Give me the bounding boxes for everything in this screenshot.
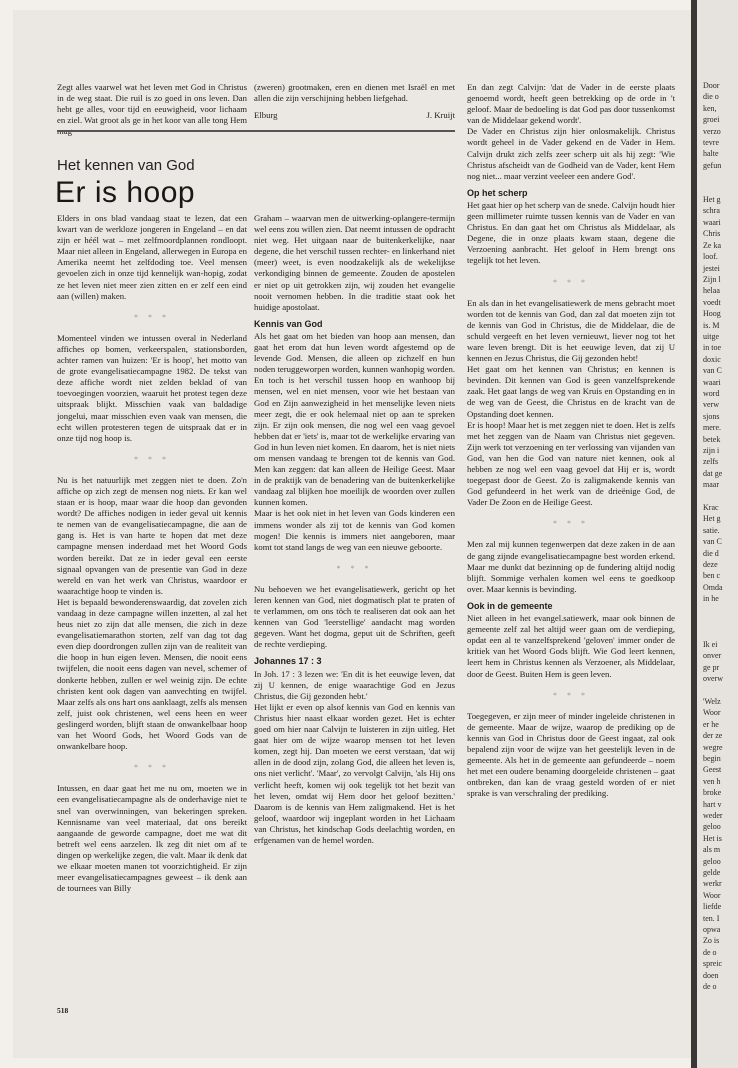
facing-page-line: de o <box>703 947 717 957</box>
facing-page-line: broke <box>703 788 722 798</box>
facing-page-line: weder <box>703 811 723 820</box>
article-column-2 <box>254 213 455 846</box>
section-separator: * * * <box>553 519 589 529</box>
facing-page-line: Chris <box>703 229 721 239</box>
facing-page-line: Het g <box>703 195 721 205</box>
body-paragraph: In Joh. 17 : 3 lezen we: 'En dit is het eeuwige leven, dat zij U kennen, de enige waarachtige God en Jezus Christus, die Gij gezonden hebt.' <box>254 668 455 701</box>
facing-page-line: ge pr <box>703 662 720 672</box>
facing-page-line: in he <box>703 594 719 604</box>
facing-page-line: gefun <box>703 160 722 170</box>
section-separator: * * * <box>553 277 589 287</box>
subheading: Johannes 17 : 3 <box>254 656 322 667</box>
signature-row <box>254 110 455 121</box>
facing-page-line: Krac <box>703 503 719 513</box>
facing-page-line: die o <box>703 92 719 102</box>
facing-page-line: ten. I <box>703 913 720 923</box>
body-paragraph: Het gaat om het kennen van Christus; en kennen is bevinden. Dit kennen van God is geen vanzelfsprekende zaak. Het gaat langs de weg van Kruis en Opstanding en in de weg van de Geest, die Christus en de kracht van de Opstanding doet kennen. <box>467 364 675 419</box>
facing-page-line: waari <box>703 377 721 387</box>
body-paragraph: Maar is het ook niet in het leven van Gods kinderen een immens wonder als zij tot de kennis van God komen mogen! Die kennis is immers niet aangeboren, maar komt tot stand langs de weg van een nieuwe geboorte. <box>254 508 455 552</box>
facing-page-line <box>697 628 738 639</box>
body-paragraph: Het lijkt er even op alsof kennis van God en kennis van Christus hier naast elkaar worden gezet. Het is echter goed om hier naar Calvijn te luisteren in zijn uitleg. Het gaat hier om de wijze waarop mensen tot het leven komen, zegt hij. Dan moeten we eerst verstaan, 'dat wij allen in de dood zijn, zolang God, die alleen het leven is, ons niet verlicht'. 'Maar', zo vervolgt Calvijn, 'als Hij ons verlicht heeft, komen wij ook tegelijk tot het bezit van het leven, omdat wij Hem door het geloof bezitten.' Daarom is de kennis van Hem zaligmakend. Het is het geloof, waardoor wij ingeplant worden in het Lichaam van Christus, het kindschap Gods deelachtig worden, en erfgenamen van de hemel worden. <box>254 701 455 845</box>
facing-page-line: overw <box>703 674 723 684</box>
facing-page-line: loof. <box>703 252 718 262</box>
facing-page-line: helaa <box>703 286 720 296</box>
place-name: Elburg <box>254 110 278 121</box>
facing-page-line: word <box>703 388 720 398</box>
facing-page-line: Woor <box>703 890 721 900</box>
facing-page-line: satie. <box>703 525 720 535</box>
page-number: 518 <box>57 1006 69 1015</box>
facing-page-line: Zo is <box>703 936 720 946</box>
article-title: Er is hoop <box>55 176 196 209</box>
top-column-2 <box>254 82 455 121</box>
facing-page-line: mere. <box>703 423 721 433</box>
facing-page-line: Omda <box>703 582 723 592</box>
facing-page-line <box>697 183 738 194</box>
facing-page-line: wegre <box>703 742 723 752</box>
section-separator: * * * <box>134 763 170 773</box>
facing-page-line: sjons <box>703 411 720 421</box>
facing-page-line: als m <box>703 845 721 855</box>
facing-page-line: ven h <box>703 776 721 786</box>
facing-page-line: deze <box>703 560 718 570</box>
body-paragraph: De Vader en Christus zijn hier onlosmakelijk. Christus wordt geheel in de Vader gekend en de Vader in Hem. Calvijn drukt zich zelfs zeer scherp uit als hij zegt: 'Wie Christus afscheidt van de Godheid van de Vader, kent Hem nog niet... maar verzint veeleer een andere God'. <box>467 126 675 181</box>
facing-page-line: in toe <box>703 343 721 353</box>
facing-page-line: uitge <box>703 331 719 341</box>
top-paragraph-1: Zegt alles vaarwel wat het leven met God in Christus in de weg staat. Die ruil is zo goed in ons leven. Dan hebt ge alles, voor tijd en eeuwigheid, voor lichaam en ziel. Wat groot als ge in het koor van alle tong Hem <box>57 82 247 126</box>
body-paragraph: En als dan in het evangelisatiewerk de mens gebracht moet worden tot de kennis van God, dan zal dat moeten zijn tot de kennis van God in Christus, die de Middelaar, die de schuld vergeeft en het leven vernieuwt, liever nog tot het ware leven brengt. Dit is het eeuwige leven, dat zij U kennen en Jezus Christus, die Gij gezonden hebt! <box>467 297 675 364</box>
article-kicker: Het kennen van God <box>57 157 195 174</box>
section-rule <box>57 130 455 132</box>
facing-page-line: doen <box>703 970 719 980</box>
facing-page-line <box>697 171 738 182</box>
facing-page-line: van C <box>703 366 722 376</box>
facing-page-line: groei <box>703 115 720 125</box>
facing-page-line: waari <box>703 217 721 227</box>
facing-page-line: voedt <box>703 297 721 307</box>
facing-page-line: geloo <box>703 822 721 832</box>
facing-page-line: ken, <box>703 103 717 113</box>
facing-page-line: gelde <box>703 868 721 878</box>
body-paragraph: Er is hoop! Maar het is met zeggen niet te doen. Het is zelfs met het zeggen van de Naam van Christus niet gegeven. Zijn werk tot verzoening en ter verlossing van vijanden van God, van hen die God van nature niet kennen, ook al hebben ze nog wel een vaag gevoel dat Hij er is, wordt toegepast door de Geest. Zo is zaligmakende kennis van God gefundeerd in het werk van de drieënige God, de Vader De Zoon en de Heilige Geest. <box>467 419 675 508</box>
body-paragraph: Graham – waarvan men de uitwerking-oplangere-termijn wel eens zou willen zien. Dat neemt intussen de opdracht niet weg. Het uitgaan naar de buitenkerkelijke, naar degene, die het verschil tussen rechter- en linkerhand niet (meer) weet, is even noodzakelijk als de wekelijkse verkondiging binnen de gemeente. Zouden de apostelen er niet op uit getrokken zijn, wij zouden het evangelie nooit vernomen hebben. In die traditie staat ook het huidige apostolaat. <box>254 213 455 312</box>
body-paragraph: Men zal mij kunnen tegenwerpen dat deze zaken in de aan de gang zijnde evangelisatiecampagne best worden erkend. Maar me dunkt dat bezinning op de fundering altijd nodig blijft. Sommige verhalen komen wel eens te goedkoop over. Maar kennis is bevinding. <box>467 539 675 594</box>
body-paragraph: Momenteel vinden we intussen overal in Nederland affiches op bomen, verkeerspalen, stationsborden, achter ramen van huizen: 'Er is hoop', het motto van de grote evangelisatiecampagne 1982. De tekst van deze affiche wordt niet zelden beklad of van toevoegingen voorzien, waaruit het protest tegen deze uitspraak blijkt. Misschien vaak van baldadige jongelui, maar misschien even vaak van mensen, die echt willen protesteren tegen de uitspraak dat er in onze tijd nog hoop is. <box>57 332 247 443</box>
facing-page-line: er he <box>703 719 719 729</box>
facing-page-line: zijn i <box>703 446 720 455</box>
body-paragraph: Nu behoeven we het evangelisatiewerk, gericht op het leren kennen van God, niet dogmatisch plat te praten of te verlammen, om ons töch te realiseren dat ook aan het kennen van God 'leerstellige' aandacht mag worden gegeven. Want het dogma, geput uit de Schriften, geeft de rechte verdieping. <box>254 583 455 650</box>
facing-page-line: Woor <box>703 708 721 718</box>
facing-page-line: Geest <box>703 765 722 775</box>
facing-page-line: Zijn l <box>703 274 721 284</box>
facing-page-line: Hoog <box>703 309 721 319</box>
body-paragraph: En dan zegt Calvijn: 'dat de Vader in de eerste plaats genoemd wordt, heeft geen betrekking op de orde in 't geloof. Maar de bedoeling is dat God pas door tussenkomst van de Middelaar gekend wordt'. <box>467 82 675 126</box>
facing-page-fragments <box>697 0 738 993</box>
body-paragraph: Het gaat hier op het scherp van de snede. Calvijn houdt hier geen millimeter ruimte tussen kennis van de Vader en van Christus. En dan gaat het om Christus als Middelaar, als Degene, die in onze plaats kwam staan, degene die Verzoening aanbracht. Het geloof in Hem brengt ons tegelijk tot het leven. <box>467 199 675 266</box>
body-paragraph: Het is bepaald bewonderenswaardig, dat zovelen zich vandaag in deze campagne willen inzetten, al zal het heus niet zo zijn dat alle mensen, die zich in deze evangelisatiemarathon storten, zelf van dag tot dag even diep doordrongen zullen zijn van de realiteit van die hoop in hun eigen leven. Mensen, die nooit eens twijfelen, die nooit eens dagen van nevel, schemer of donkerte hebben, zullen er wel weinig zijn. De echte christen kent ook dagen van aanvechting en twijfel. Maar zelfs als ons hart ons aanklaagt, zelfs als mensen zelf, juist ook christenen, wel eens heen en weer geslingerd worden, blijft staan de onwankelbaar hoop van het Woord Gods, het Woord Gods van de onwankelbare hoop. <box>57 596 247 752</box>
facing-page-line: schra <box>703 206 720 216</box>
subheading: Ook in de gemeente <box>467 600 553 611</box>
section-separator: * * * <box>553 690 589 700</box>
section-separator: * * * <box>336 563 373 573</box>
section-separator: * * * <box>134 454 170 464</box>
subheading: Op het scherp <box>467 187 528 198</box>
facing-page-line: de o <box>703 982 717 992</box>
facing-page-line: Ik ei <box>703 639 718 649</box>
facing-page-line <box>697 491 738 502</box>
facing-page-line: verw <box>703 400 719 410</box>
facing-page-line: werkr <box>703 879 722 889</box>
facing-page-line: doxic <box>703 354 721 364</box>
facing-page-line: ben c <box>703 571 721 581</box>
facing-page-line: geloo <box>703 856 721 866</box>
facing-page-line: Ze ka <box>703 240 721 250</box>
body-paragraph: Nu is het natuurlijk met zeggen niet te doen. Zo'n affiche op zich zegt de mensen nog niets. Er kan wel staan er is hoop, maar waar die hoop dan gevonden wordt? De affiches nodigen in ieder geval uit kennis te nemen van de evangelisatiecampagne, die aan de gang is. Het is van harte te hopen dat met deze campagne mensen inderdaad met het Woord Gods worden bereikt. Dat ze in ieder geval een eerste signaal opvangen van de presentie van God in deze wereld en van het werk van Christus, waardoor er waarachtige hoop te vinden is. <box>57 474 247 596</box>
top-paragraph-2: (zweren) grootmaken, eren en dienen met Israël en met allen die zijn verschijning hebben liefgehad. <box>254 82 455 104</box>
facing-page-line: maar <box>703 480 719 490</box>
facing-page-line: zelfs <box>703 457 719 467</box>
facing-page-line: dat ge <box>703 468 723 478</box>
facing-page-line: opwa <box>703 925 721 935</box>
article-column-3 <box>467 82 675 799</box>
facing-page-line: liefde <box>703 902 722 912</box>
facing-page-edge <box>697 0 738 1068</box>
facing-page-line: verzo <box>703 126 721 136</box>
body-paragraph: Toegegeven, er zijn meer of minder ingeleide christenen in de gemeente. Maar de wijze, waarop de prediking op de kennis van God in Christus door de Geest ingaat, zal ook bepalend zijn voor de wijze van het geestelijk leven in de gemeente. Als het in de gemeente aan gefundeerde – noem het met een oudere benaming doorgeleide christenen – gaat ontbreken, dan kan de vraag gesteld worden of er niet sprake is van verschraling der prediking. <box>467 710 675 799</box>
facing-page-line: is. M <box>703 320 720 330</box>
facing-page-line: betek <box>703 434 721 444</box>
facing-page-line: tevre <box>703 138 719 148</box>
facing-page-line: spreic <box>703 959 723 969</box>
facing-page-line: Het g <box>703 514 721 524</box>
facing-page-line: jestei <box>703 263 720 273</box>
facing-page-line <box>697 616 738 627</box>
facing-page-line: hart v <box>703 799 722 809</box>
body-paragraph: Intussen, en daar gaat het me nu om, moeten we in een evangelisatiecampagne als de onderhavige niet te snel van overwinningen, van bekeringen spreken. Kennisname van veel materiaal, dat ons bereikt aangaande de geworde campagne, doet me wat dit betreft wel eens aarzelen. Ik zeg dit niet om af te dingen op werkelijke zegen, die valt. Maar ik denk dat we elkaar moeten manen tot voorzichtigheid. Er zijn meer evangelisatiecampagnes geweest – ik denk aan de tournees van Billy <box>57 783 247 894</box>
facing-page-line: 'Welz <box>703 696 721 706</box>
subheading: Kennis van God <box>254 318 323 329</box>
facing-page-line: Het is <box>703 833 722 843</box>
author-name: J. Kruijt <box>426 110 455 121</box>
facing-page-line: der ze <box>703 731 723 741</box>
facing-page-line <box>697 685 738 696</box>
facing-page-line: onver <box>703 651 722 661</box>
facing-page-line: Door <box>703 81 720 90</box>
body-paragraph: Elders in ons blad vandaag staat te lezen, dat een kwart van de werkloze jongeren in Engeland – en dat zijn er héél wat – met zelfmoordplannen rondloopt. Maar niet alleen in Engeland, allerwegen in Europa en Amerika neemt het zelfdoding toe. Veel mensen gevoelen zich in onze tijd kennelijk wan-hopig, zodat ze het leven niet meer zien zitten en er zelf een eind aan (willen) maken. <box>57 213 247 301</box>
body-paragraph: Niet alleen in het evangel.satiewerk, maar ook binnen de gemeente zelf zal het altijd weer gaan om de verdieping, opdat een al te vanzelfsprekend 'geloven' immer onder de kritiek van het Woord Gods blijft. Wie God leert kennen, leert hem in Christus kennen als Verzoener, als Middelaar, door de Geest. Buiten Hem is geen leven. <box>467 613 675 679</box>
facing-page-line: begin <box>703 753 721 763</box>
section-separator: * * * <box>134 312 170 322</box>
facing-page-line <box>697 605 738 616</box>
facing-page-line: die d <box>703 548 719 558</box>
facing-page-line: van C <box>703 537 722 547</box>
facing-page-line: halte <box>703 149 719 159</box>
article-column-1 <box>57 213 247 894</box>
body-paragraph: Als het gaat om het bieden van hoop aan mensen, dan gaat het erom dat hun leven wordt afgestemd op de levende God. Mensen, die alleen op zichzelf en hun noden teruggeworpen worden, kunnen wanhopig worden. En toch is het verschil tussen hoop en wanhoop bij mensen, wel en niet mensen, voor wie het bestaan van God en Zijn aanwezigheid in het menselijke leven niets meer zegt, die er ook helemaal niet op aan te spreken zijn. Er zijn ook mensen, die nog wel een vaag gevoel hebben dat er 'iets' is, maar tot de werkelijke ervaring van God in hun leven niet komen. En daarom, het is niet niets om mensen vandaag te brengen tot de kennis van God. Men kan zeggen: dat kan alleen de Heilige Geest. Maar in de praktijk van de benadering van de buitenkerkelijke vandaag zal blijken hoe moeilijk de woorden over zullen kunnen komen. <box>254 330 455 508</box>
